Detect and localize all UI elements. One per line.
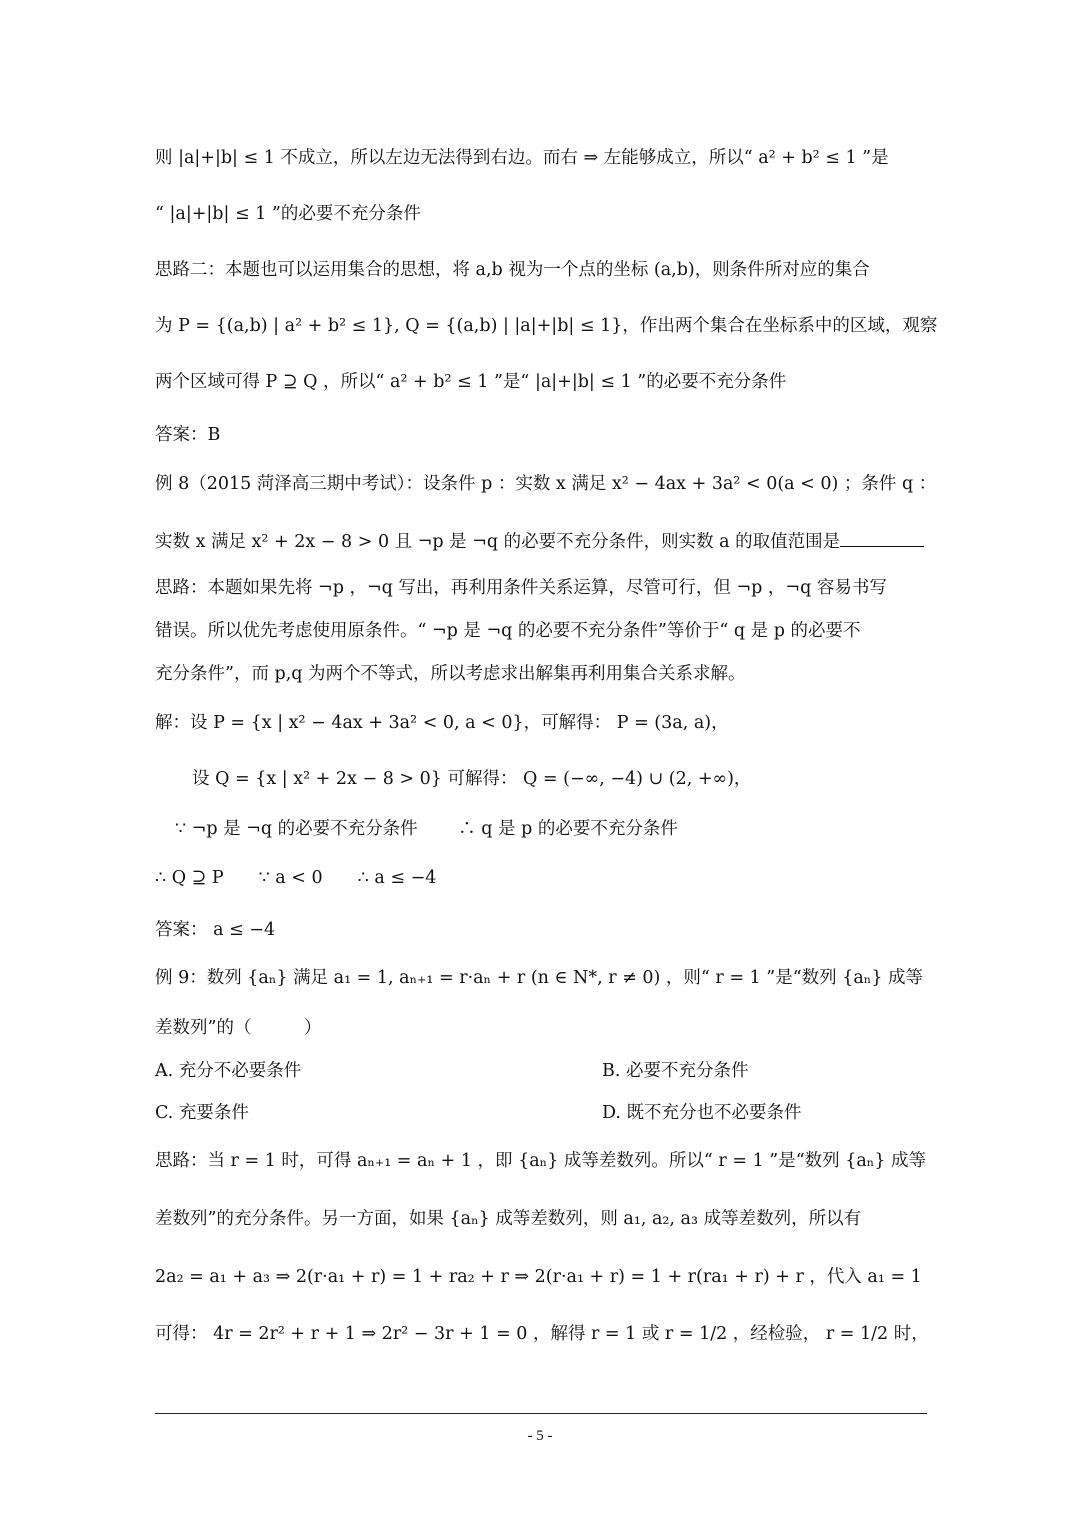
example-8-line-2-text: 实数 x 满足 x² + 2x − 8 > 0 且 ¬p 是 ¬q 的必要不充分条件，则实数 a 的取值范围是	[155, 532, 841, 552]
text-line-5: 两个区域可得 P ⊇ Q ，所以“ a² + b² ≤ 1 ”是“ |a|+|b| ≤ 1 ”的必要不充分条件	[155, 372, 787, 392]
choice-b: B. 必要不充分条件	[602, 1061, 749, 1081]
text-line-4: 为 P = {(a,b) | a² + b² ≤ 1}, Q = {(a,b) | |a|+|b| ≤ 1}，作出两个集合在坐标系中的区域，观察	[155, 316, 938, 336]
solution-line-1: 解：设 P = {x | x² − 4ax + 3a² < 0, a < 0}，可解得： P = (3a, a)，	[155, 713, 729, 733]
solution-line-2: 设 Q = {x | x² + 2x − 8 > 0} 可解得： Q = (−∞, −4) ∪ (2, +∞)，	[192, 769, 752, 789]
thought-9-line-4: 可得： 4r = 2r² + r + 1 ⇒ 2r² − 3r + 1 = 0 ，解得 r = 1 或 r = 1/2 ，经检验， r = 1/2 时，	[155, 1324, 929, 1344]
thought-9-line-3: 2a₂ = a₁ + a₃ ⇒ 2(r·a₁ + r) = 1 + ra₂ + r ⇒ 2(r·a₁ + r) = 1 + r(ra₁ + r) + r ，代入 a₁ = 1	[155, 1267, 922, 1287]
thought-line-3: 充分条件”，而 p,q 为两个不等式，所以考虑求出解集再利用集合关系求解。	[155, 664, 746, 684]
choice-d: D. 既不充分也不必要条件	[602, 1103, 802, 1123]
text-line-1: 则 |a|+|b| ≤ 1 不成立，所以左边无法得到右边。而右 ⇒ 左能够成立，所以“ a² + b² ≤ 1 ”是	[155, 148, 889, 168]
solution-line-3: ∵ ¬p 是 ¬q 的必要不充分条件 ∴ q 是 p 的必要不充分条件	[175, 819, 678, 839]
answer-line-2: 答案： a ≤ −4	[155, 920, 276, 940]
text-line-2: “ |a|+|b| ≤ 1 ”的必要不充分条件	[155, 204, 421, 224]
footer-rule	[155, 1413, 927, 1414]
choice-c: C. 充要条件	[155, 1103, 249, 1123]
example-8-line-2	[155, 528, 930, 554]
example-9-line-1: 例 9：数列 {aₙ} 满足 a₁ = 1, aₙ₊₁ = r·aₙ + r (n ∈ N*, r ≠ 0) ，则“ r = 1 ”是“数列 {aₙ} 成等	[155, 968, 924, 988]
example-9-line-2: 差数列”的（ ）	[155, 1018, 322, 1038]
answer-line-1: 答案：B	[155, 425, 221, 445]
page-number: - 5 -	[527, 1428, 553, 1444]
answer-blank	[840, 528, 924, 547]
thought-9-line-1: 思路：当 r = 1 时，可得 aₙ₊₁ = aₙ + 1 ，即 {aₙ} 成等差数列。所以“ r = 1 ”是“数列 {aₙ} 成等	[155, 1151, 927, 1171]
thought-line-1: 思路：本题如果先将 ¬p ，¬q 写出，再利用条件关系运算，尽管可行，但 ¬p ，¬q 容易书写	[155, 578, 887, 598]
text-line-3: 思路二：本题也可以运用集合的思想，将 a,b 视为一个点的坐标 (a,b)，则条件所对应的集合	[155, 260, 870, 280]
solution-line-4: ∴ Q ⊇ P ∵ a < 0 ∴ a ≤ −4	[155, 868, 437, 888]
thought-line-2: 错误。所以优先考虑使用原条件。“ ¬p 是 ¬q 的必要不充分条件”等价于“ q 是 p 的必要不	[155, 621, 861, 641]
thought-9-line-2: 差数列”的充分条件。另一方面，如果 {aₙ} 成等差数列，则 a₁, a₂, a₃ 成等差数列，所以有	[155, 1209, 862, 1229]
choice-a: A. 充分不必要条件	[155, 1061, 302, 1081]
example-8-line-1: 例 8（2015 菏泽高三期中考试）：设条件 p ：实数 x 满足 x² − 4ax + 3a² < 0(a < 0) ；条件 q ：	[155, 474, 937, 494]
